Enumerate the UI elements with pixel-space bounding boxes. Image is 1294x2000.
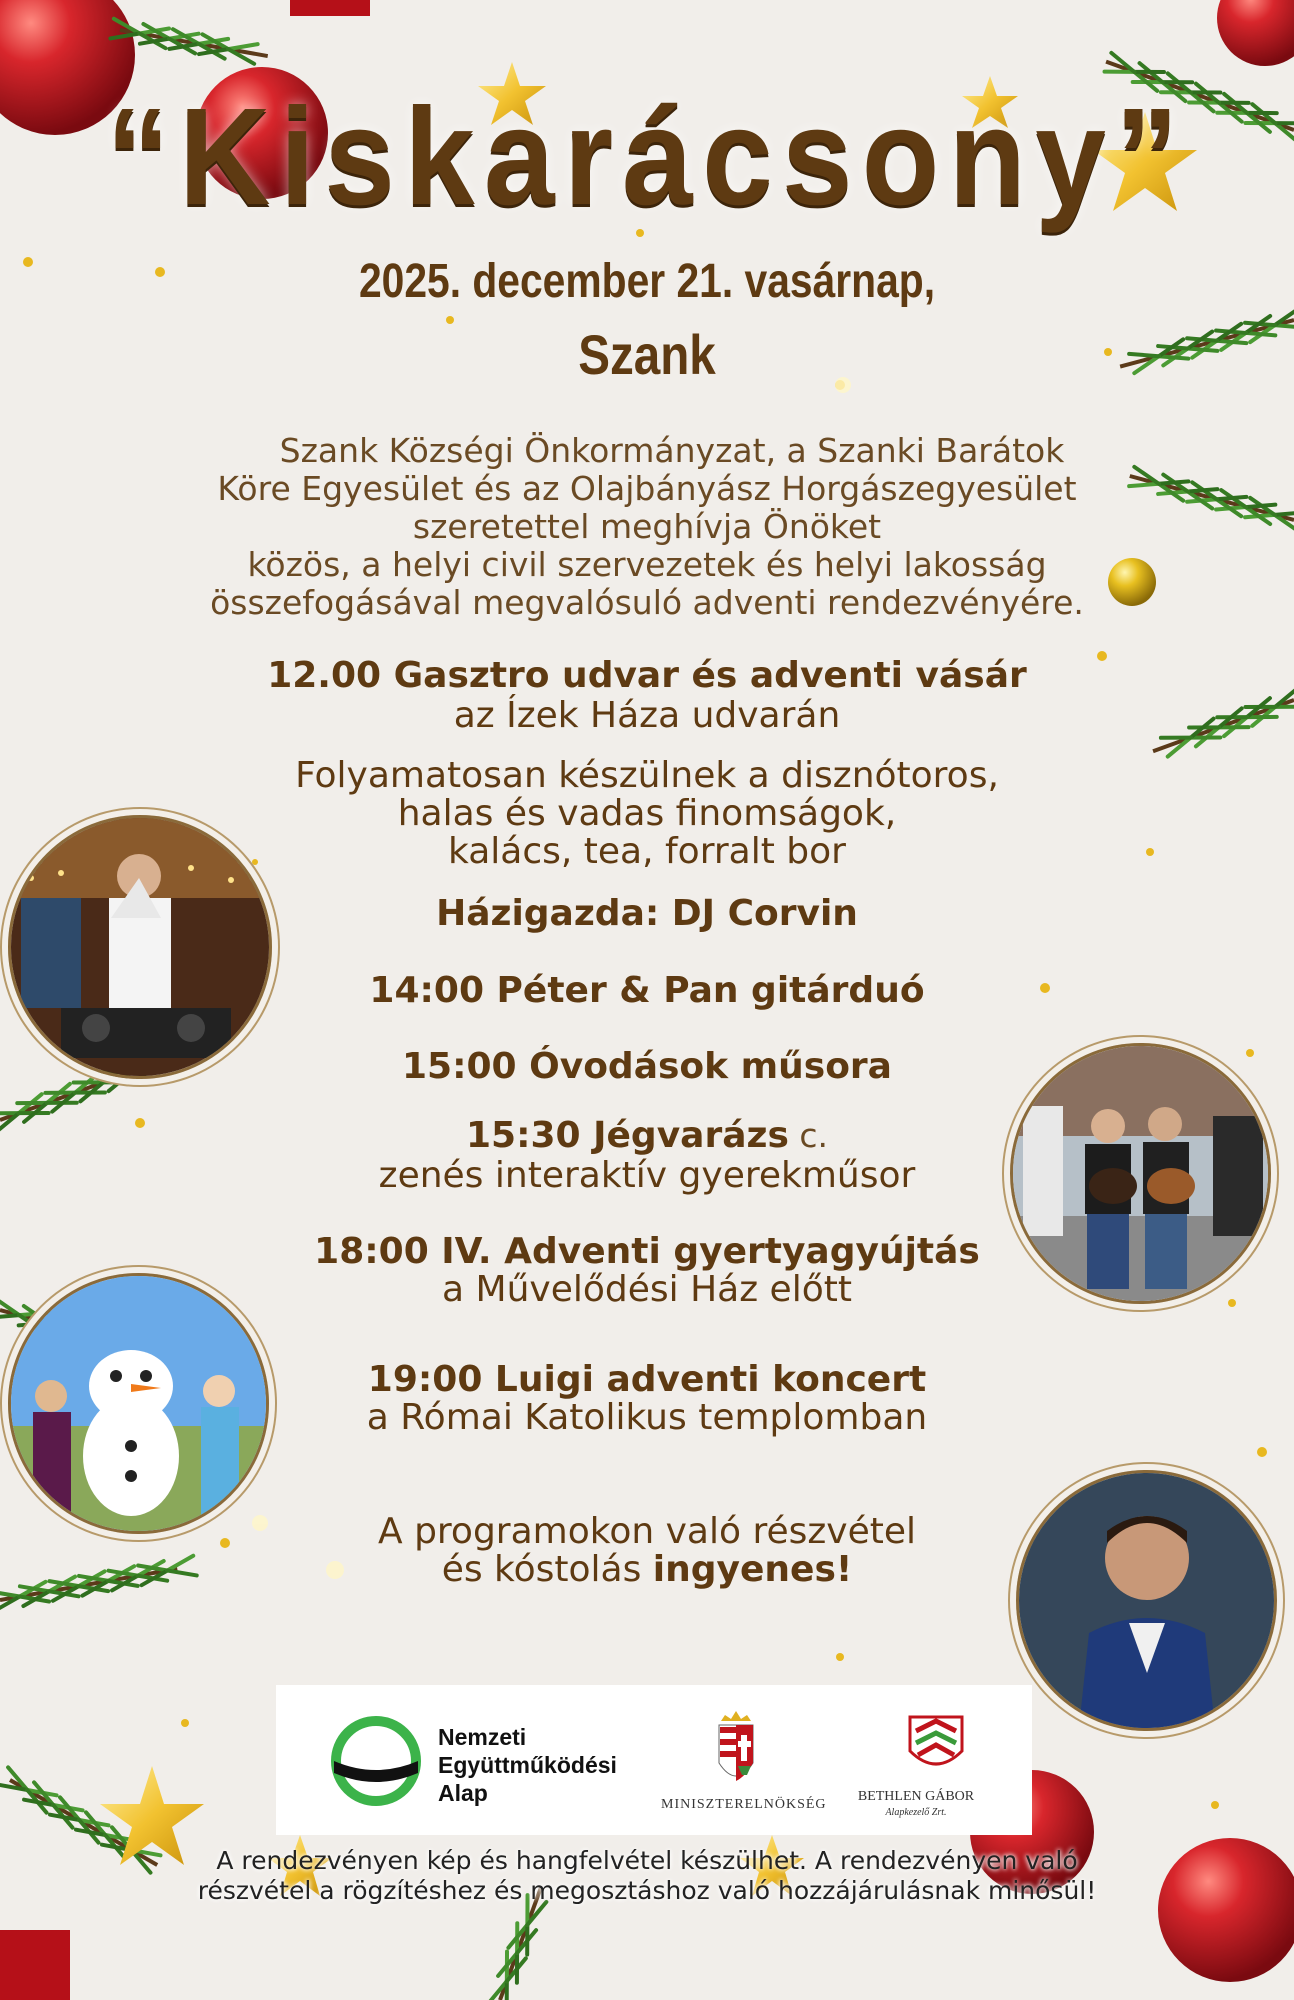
nea-name-line: Nemzeti bbox=[438, 1724, 527, 1750]
invitation-line: szeretettel meghívja Önöket bbox=[412, 507, 882, 546]
nea-name-line: Együttműködési bbox=[438, 1752, 617, 1778]
event-date: 2025. december 21. vasárnap, bbox=[358, 255, 936, 308]
free-admission-prefix: és kóstolás bbox=[441, 1549, 653, 1590]
program-concert-title: 19:00 Luigi adventi koncert bbox=[367, 1359, 927, 1400]
invitation-line: Szank Községi Önkormányzat, a Szanki Barátok bbox=[279, 431, 1065, 470]
invitation-text bbox=[0, 432, 1294, 622]
bethlen-gabor-name: BETHLEN GÁBOR bbox=[857, 1789, 975, 1804]
program-food-line: halas és vadas finomságok, bbox=[397, 793, 897, 834]
program-candle-title: 18:00 IV. Adventi gyertyagyújtás bbox=[314, 1231, 980, 1272]
nea-name bbox=[438, 1723, 617, 1807]
program-host: Házigazda: DJ Corvin bbox=[436, 893, 858, 934]
guitar-duo-photo bbox=[1010, 1043, 1271, 1304]
invitation-line: közös, a helyi civil szervezetek és helyi lakosság bbox=[247, 545, 1047, 584]
program-jegvarazs-suffix: c. bbox=[788, 1116, 829, 1155]
program-food-line: Folyamatosan készülnek a disznótoros, bbox=[295, 755, 999, 796]
program-guitar-duo: 14:00 Péter & Pan gitárduó bbox=[369, 970, 925, 1011]
bethlen-gabor-logo-icon bbox=[906, 1713, 966, 1781]
program-jegvarazs-sub: zenés interaktív gyerekműsor bbox=[378, 1155, 916, 1196]
sponsor-logos-panel bbox=[276, 1685, 1032, 1835]
recording-notice-line: A rendezvényen kép és hangfelvétel készülhet. A rendezvényen való bbox=[216, 1846, 1078, 1875]
free-admission-bold: ingyenes! bbox=[652, 1549, 853, 1590]
ministry-name: MINISZTERELNÖKSÉG bbox=[661, 1797, 827, 1812]
luigi-singer-photo bbox=[1016, 1470, 1277, 1731]
program-gastro-place: az Ízek Háza udvarán bbox=[453, 695, 841, 736]
nea-logo-icon bbox=[326, 1711, 426, 1811]
event-location: Szank bbox=[578, 323, 716, 386]
nea-name-line: Alap bbox=[438, 1780, 488, 1806]
invitation-line: összefogásával megvalósuló adventi rendezvényére. bbox=[210, 583, 1084, 622]
program-candle-place: a Művelődési Ház előtt bbox=[442, 1269, 852, 1310]
jegvarazs-photo bbox=[8, 1273, 269, 1534]
dj-photo bbox=[8, 815, 272, 1079]
bethlen-gabor-subtitle: Alapkezelő Zrt. bbox=[885, 1807, 947, 1818]
program-jegvarazs-name: 15:30 Jégvarázs bbox=[465, 1115, 789, 1156]
invitation-line: Köre Egyesület és az Olajbányász Horgászegyesület bbox=[217, 469, 1077, 508]
hungarian-coat-of-arms-icon bbox=[711, 1711, 761, 1797]
program-concert-place: a Római Katolikus templomban bbox=[366, 1397, 928, 1438]
recording-notice bbox=[0, 1846, 1294, 1906]
program-kindergarten-show: 15:00 Óvodások műsora bbox=[402, 1046, 892, 1087]
program-food-line: kalács, tea, forralt bor bbox=[448, 831, 846, 872]
red-ornament bbox=[1217, 0, 1294, 66]
recording-notice-line: részvétel a rögzítéshez és megosztáshoz való hozzájárulásnak minősül! bbox=[197, 1876, 1097, 1905]
free-admission-line: A programokon való részvétel bbox=[378, 1511, 916, 1552]
program-gastro-title: 12.00 Gasztro udvar és adventi vásár bbox=[267, 655, 1027, 696]
event-title: “Kiskarácsony” bbox=[106, 80, 1188, 234]
